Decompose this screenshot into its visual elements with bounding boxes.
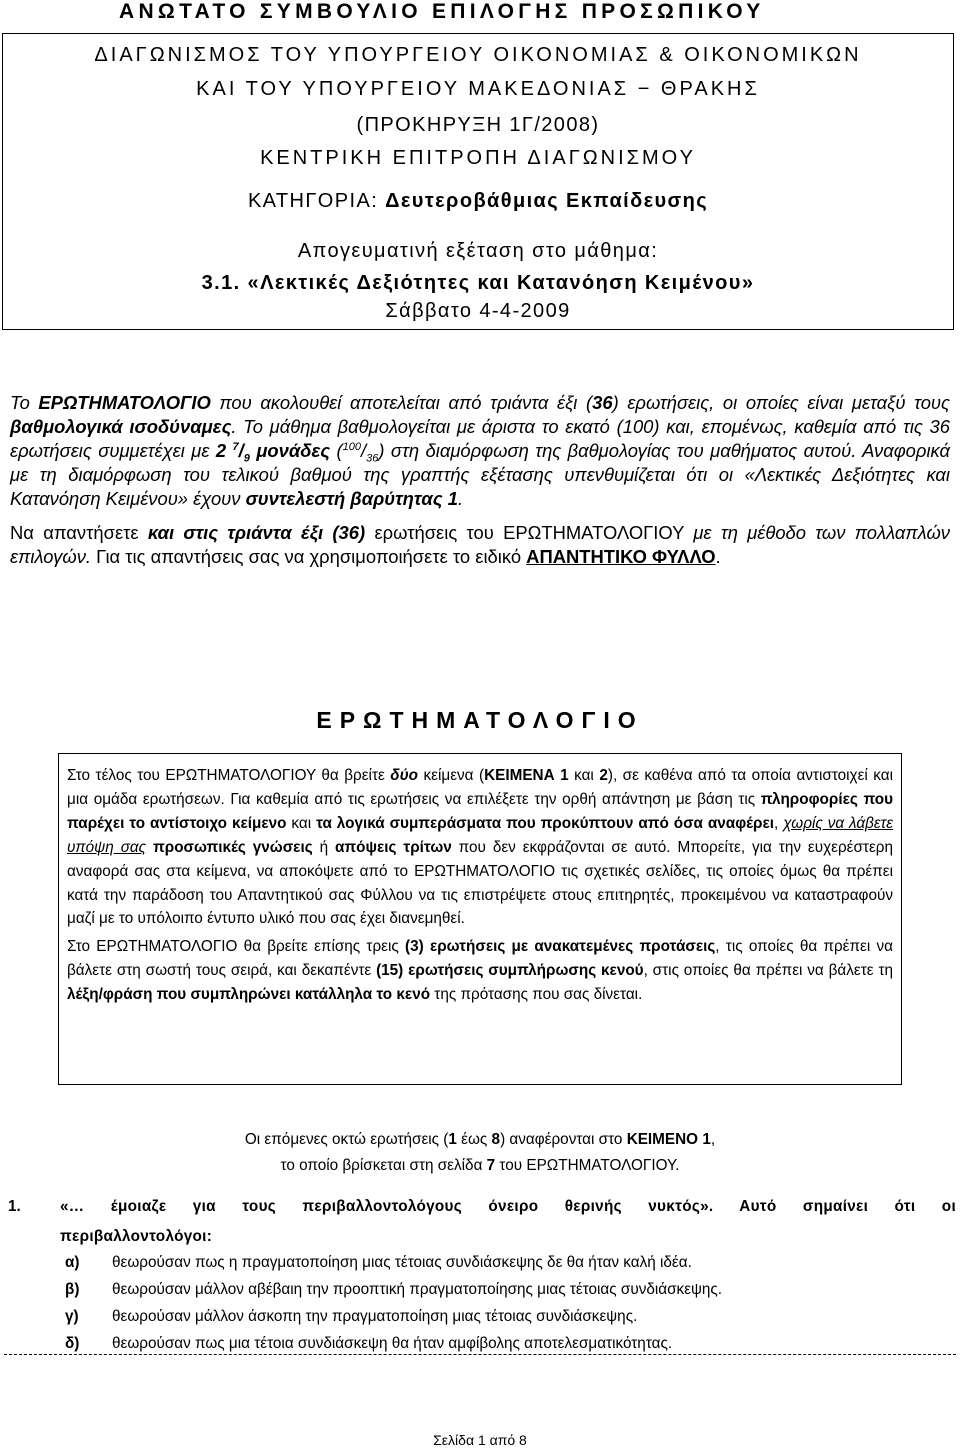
fraction-slash: / [238, 440, 244, 461]
text-run: ή [312, 838, 336, 856]
text-run: με τη μέθοδο των πολλαπλών επιλογών. [10, 522, 950, 567]
text-run: ), σε καθένα από τα οποία αντιστοιχεί και μια ομάδα ερωτήσεων. Για καθεμία από τις ερωτήσεις να επιλέξετε την ορθή απάντηση με βάση τις [67, 767, 893, 808]
text-run: , στις οποίες θα πρέπει να βάλετε τη [643, 962, 893, 980]
fraction-numerator: 7 [232, 440, 239, 453]
text-run: , [774, 814, 784, 832]
text1-note-line-2 [0, 1154, 960, 1178]
header-line-ministry-macedonia: ΚΑΙ ΤΟΥ ΥΠΟΥΡΓΕΙΟΥ ΜΑΚΕΔΟΝΙΑΣ − ΘΡΑΚΗΣ [196, 78, 760, 100]
page-footer: Σελίδα 1 από 8 [433, 1432, 527, 1448]
header-line-proclamation: (ΠΡΟΚΗΡΥΞΗ 1Γ/2008) [356, 114, 600, 136]
text-run: Να απαντήσετε [10, 522, 148, 543]
text-run: του ΕΡΩΤΗΜΑΤΟΛΟΓΙΟΥ. [495, 1157, 680, 1174]
fraction-denominator: 36 [366, 452, 379, 465]
text-run: 2 [599, 767, 608, 784]
fraction-whole: 2 [215, 440, 227, 461]
text-run: Στο τέλος του ΕΡΩΤΗΜΑΤΟΛΟΓΙΟΥ θα βρείτε [67, 767, 391, 784]
question-number: 1. [8, 1198, 21, 1215]
text-run: συντελεστή βαρύτητας 1 [245, 488, 458, 509]
text-run: βαθμολογικά ισοδύναμες [10, 416, 232, 437]
option-text: θεωρούσαν μάλλον αβέβαιη την προοπτική πραγματοποίησης μιας τέτοιας συνδιάσκεψης. [112, 1281, 723, 1298]
fraction-slash: / [361, 440, 367, 461]
text-run: ΑΠΑΝΤΗΤΙΚΟ ΦΥΛΛΟ [526, 546, 716, 567]
text-run: τα λογικά συμπεράσματα που προκύπτουν από όσα αναφέρει [316, 814, 775, 832]
text-run: κείμενα ( [418, 767, 485, 784]
text-run: χωρίς να λάβετε υπόψη σας [67, 814, 893, 856]
text-run: και στις τριάντα έξι (36) [147, 522, 366, 543]
text-run [146, 839, 153, 856]
text-run: (3) ερωτήσεις με ανακατεμένες προτάσεις [405, 938, 716, 956]
text-run: και [286, 814, 317, 832]
option-key: γ) [65, 1308, 79, 1325]
option-text: θεωρούσαν πως μια τέτοια συνδιάσκεψη θα ήταν αμφίβολης αποτελεσματικότητας. [112, 1335, 673, 1352]
text-run: το οποίο βρίσκεται στη σελίδα [280, 1157, 487, 1174]
text-run: λέξη/φράση που συμπληρώνει κατάλληλα το κενό [67, 986, 431, 1004]
exam-header-box [2, 33, 954, 330]
text-run: ) ερωτήσεις, οι οποίες είναι μεταξύ τους [612, 392, 950, 413]
instructions-paragraph-2 [67, 935, 893, 1007]
intro-text [10, 391, 950, 569]
dashed-divider [4, 1354, 956, 1355]
text-run: . [457, 488, 464, 509]
text-run: ) στη διαμόρφωση της βαθμολογίας του μαθήματος αυτού. Αναφορικά με τη διαμόρφωση του τελικού βαθμού της γραπτής εξέτασης υπενθυμίζεται ότι οι «Λεκτικές Δεξιότητες και Κατανόηση Κειμένου» έχουν [10, 440, 950, 509]
fraction-numerator: 100 [342, 440, 362, 453]
header-category [3, 189, 953, 213]
header-line-ministries: ΔΙΑΓΩΝΙΣΜΟΣ ΤΟΥ ΥΠΟΥΡΓΕΙΟΥ ΟΙΚΟΝΟΜΙΑΣ & ΟΙΚΟΝΟΜΙΚΩΝ [94, 44, 862, 66]
option-key: α) [65, 1254, 80, 1271]
instructions-paragraph-1 [67, 764, 893, 931]
text-run: δύο [390, 767, 419, 784]
question-stem: «… έμοιαζε για τους περιβαλλοντολόγους όνειρο θερινής νυκτός». Αυτό σημαίνει ότι οι [60, 1198, 956, 1215]
text-run: , [710, 1131, 716, 1148]
category-label: ΚΑΤΗΓΟΡΙΑ: [247, 190, 386, 212]
text-run: που ακολουθεί αποτελείται από τριάντα έξι ( [210, 392, 593, 413]
text-run: Στο ΕΡΩΤΗΜΑΤΟΛΟΓΙΟ θα βρείτε επίσης τρεις [67, 938, 406, 956]
intro-paragraph-2 [10, 521, 950, 569]
text-run: ΚΕΙΜΕΝΟ 1 [626, 1131, 711, 1148]
text-run: 7 [486, 1157, 496, 1174]
text-run: πληροφορίες που παρέχει το αντίστοιχο κείμενο [67, 790, 893, 832]
organization-title: ΑΝΩΤΑΤΟ ΣΥΜΒΟΥΛΙΟ ΕΠΙΛΟΓΗΣ ΠΡΟΣΩΠΙΚΟΥ [119, 0, 765, 23]
text-run: Για τις απαντήσεις σας να χρησιμοποιήσετε το ειδικό [91, 546, 527, 567]
text-run: , τις οποίες θα πρέπει να βάλετε στη σωστή τους σειρά, και δεκαπέντε [67, 938, 893, 980]
text-run: 36 [592, 392, 613, 413]
text-run: ΚΕΙΜΕΝΑ 1 [484, 767, 569, 784]
text-run: (15) ερωτήσεις συμπλήρωσης κενού [376, 962, 644, 980]
text-run: της πρότασης που σας δίνεται. [430, 986, 643, 1004]
text-run: . Το μάθημα βαθμολογείται με άριστα το εκατό (100) και, επομένως, καθεμία από τις 36 ερωτήσεις συμμετέχει με [10, 416, 950, 461]
text-run: 8 [491, 1131, 501, 1148]
option-text: θεωρούσαν μάλλον άσκοπη την πραγματοποίηση μιας τέτοιας συνδιάσκεψης. [112, 1308, 638, 1325]
header-date: Σάββατο 4-4-2009 [385, 300, 571, 322]
text1-note-line-1 [0, 1128, 960, 1152]
header-line-committee: ΚΕΝΤΡΙΚΗ ΕΠΙΤΡΟΠΗ ΔΙΑΓΩΝΙΣΜΟΥ [260, 147, 696, 169]
text-run: ερωτήσεις του ΕΡΩΤΗΜΑΤΟΛΟΓΙΟΥ [365, 522, 694, 543]
text-run: προσωπικές γνώσεις [153, 838, 313, 856]
header-subject: 3.1. «Λεκτικές Δεξιότητες και Κατανόηση Κειμένου» [201, 272, 755, 294]
text-run: ( [330, 440, 343, 461]
option-text: θεωρούσαν πως η πραγματοποίηση μιας τέτοιας συνδιάσκεψης δε θα ήταν καλή ιδέα. [112, 1254, 692, 1271]
text-run: ) αναφέρονται στο [500, 1131, 627, 1148]
text-run: απόψεις τρίτων [335, 838, 452, 856]
text-run: ΕΡΩΤΗΜΑΤΟΛΟΓΙΟ [38, 392, 211, 413]
header-exam-line: Απογευματινή εξέταση στο μάθημα: [297, 240, 659, 262]
text-run: που δεν εκφράζονται σε αυτό. Μπορείτε, για την ευχερέστερη αναφορά σας στα κείμενα, να αποκόψετε από το ΕΡΩΤΗΜΑΤΟΛΟΓΙΟ τις σχετικές σελίδες, τις οποίες όμως θα πρέπει κατά την παράδοση του Απαντητικού σας Φύλλου να τις επιστρέψετε στους επιτηρητές, προκειμένου να καταστραφούν μαζί με το υπόλοιπο έντυπο υλικό που σας έχει διανεμηθεί. [67, 838, 893, 928]
question-stem-continued: περιβαλλοντολόγοι: [60, 1228, 213, 1245]
option-key: δ) [65, 1335, 80, 1352]
option-key: β) [65, 1281, 80, 1298]
fraction-denominator: 9 [243, 452, 250, 465]
section-title: ΕΡΩΤΗΜΑΤΟΛΟΓΙΟ [316, 707, 644, 733]
text-run: Οι επόμενες οκτώ ερωτήσεις ( [244, 1131, 449, 1148]
instructions-box [58, 753, 902, 1085]
text-run: 1 [448, 1131, 457, 1148]
intro-paragraph-1 [10, 391, 950, 511]
text-run: Το [10, 392, 39, 413]
text-run: . [715, 546, 721, 567]
text-run: έως [456, 1131, 492, 1148]
text-run: και [568, 767, 600, 784]
category-value: Δευτεροβάθμιας Εκπαίδευσης [385, 190, 709, 212]
text-run: μονάδες [249, 440, 331, 461]
